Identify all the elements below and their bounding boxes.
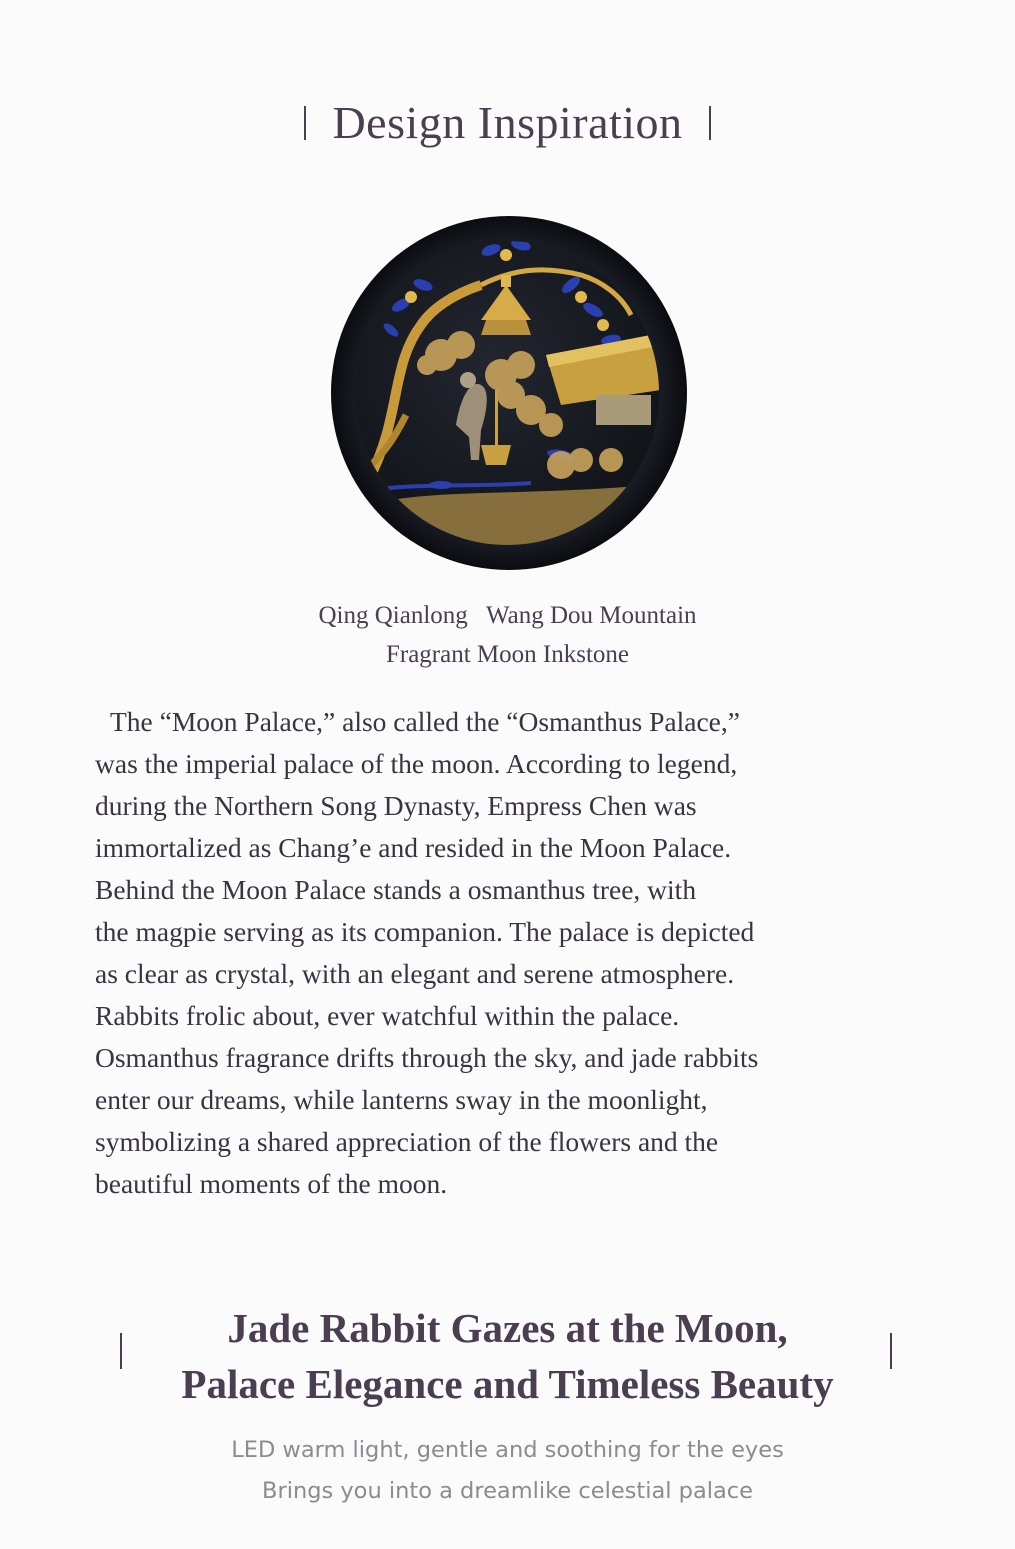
slogan-divider-right xyxy=(890,1333,892,1369)
slogan-heading xyxy=(0,1300,1015,1412)
section-title xyxy=(0,96,1015,149)
slogan-line-2: Palace Elegance and Timeless Beauty xyxy=(181,1361,834,1407)
description-line: the magpie serving as its companion. The palace is depicted xyxy=(95,916,755,947)
description-line: The “Moon Palace,” also called the “Osmanthus Palace,” xyxy=(110,706,740,737)
figure-caption xyxy=(0,596,1015,674)
caption-line-1: Qing Qianlong Wang Dou Mountain xyxy=(318,602,697,629)
description-line: beautiful moments of the moon. xyxy=(95,1168,448,1199)
description-line: Osmanthus fragrance drifts through the sky, and jade rabbits xyxy=(95,1042,759,1073)
caption-line-2: Fragrant Moon Inkstone xyxy=(385,641,630,668)
slogan-line-1: Jade Rabbit Gazes at the Moon, xyxy=(227,1305,788,1351)
subtitle-line-1: LED warm light, gentle and soothing for the eyes xyxy=(231,1437,784,1463)
section-title-text: Design Inspiration xyxy=(332,97,683,148)
description-line: enter our dreams, while lanterns sway in the moonlight, xyxy=(95,1084,708,1115)
description-line: immortalized as Chang’e and resided in the Moon Palace. xyxy=(95,832,732,863)
subtitle-line-2: Brings you into a dreamlike celestial palace xyxy=(262,1478,753,1504)
description-line: during the Northern Song Dynasty, Empress Chen was xyxy=(95,790,697,821)
description-line: Rabbits frolic about, ever watchful within the palace. xyxy=(95,1000,680,1031)
description-line: symbolizing a shared appreciation of the flowers and the xyxy=(95,1126,719,1157)
description-line: as clear as crystal, with an elegant and serene atmosphere. xyxy=(95,958,735,989)
description-paragraph xyxy=(95,701,925,1205)
description-line: Behind the Moon Palace stands a osmanthus tree, with xyxy=(95,874,697,905)
description-line: was the imperial palace of the moon. According to legend, xyxy=(95,748,738,779)
subtitle-block xyxy=(0,1430,1015,1512)
title-divider-right xyxy=(709,106,711,140)
inkstone-image xyxy=(331,215,688,570)
title-divider-left xyxy=(304,106,306,140)
